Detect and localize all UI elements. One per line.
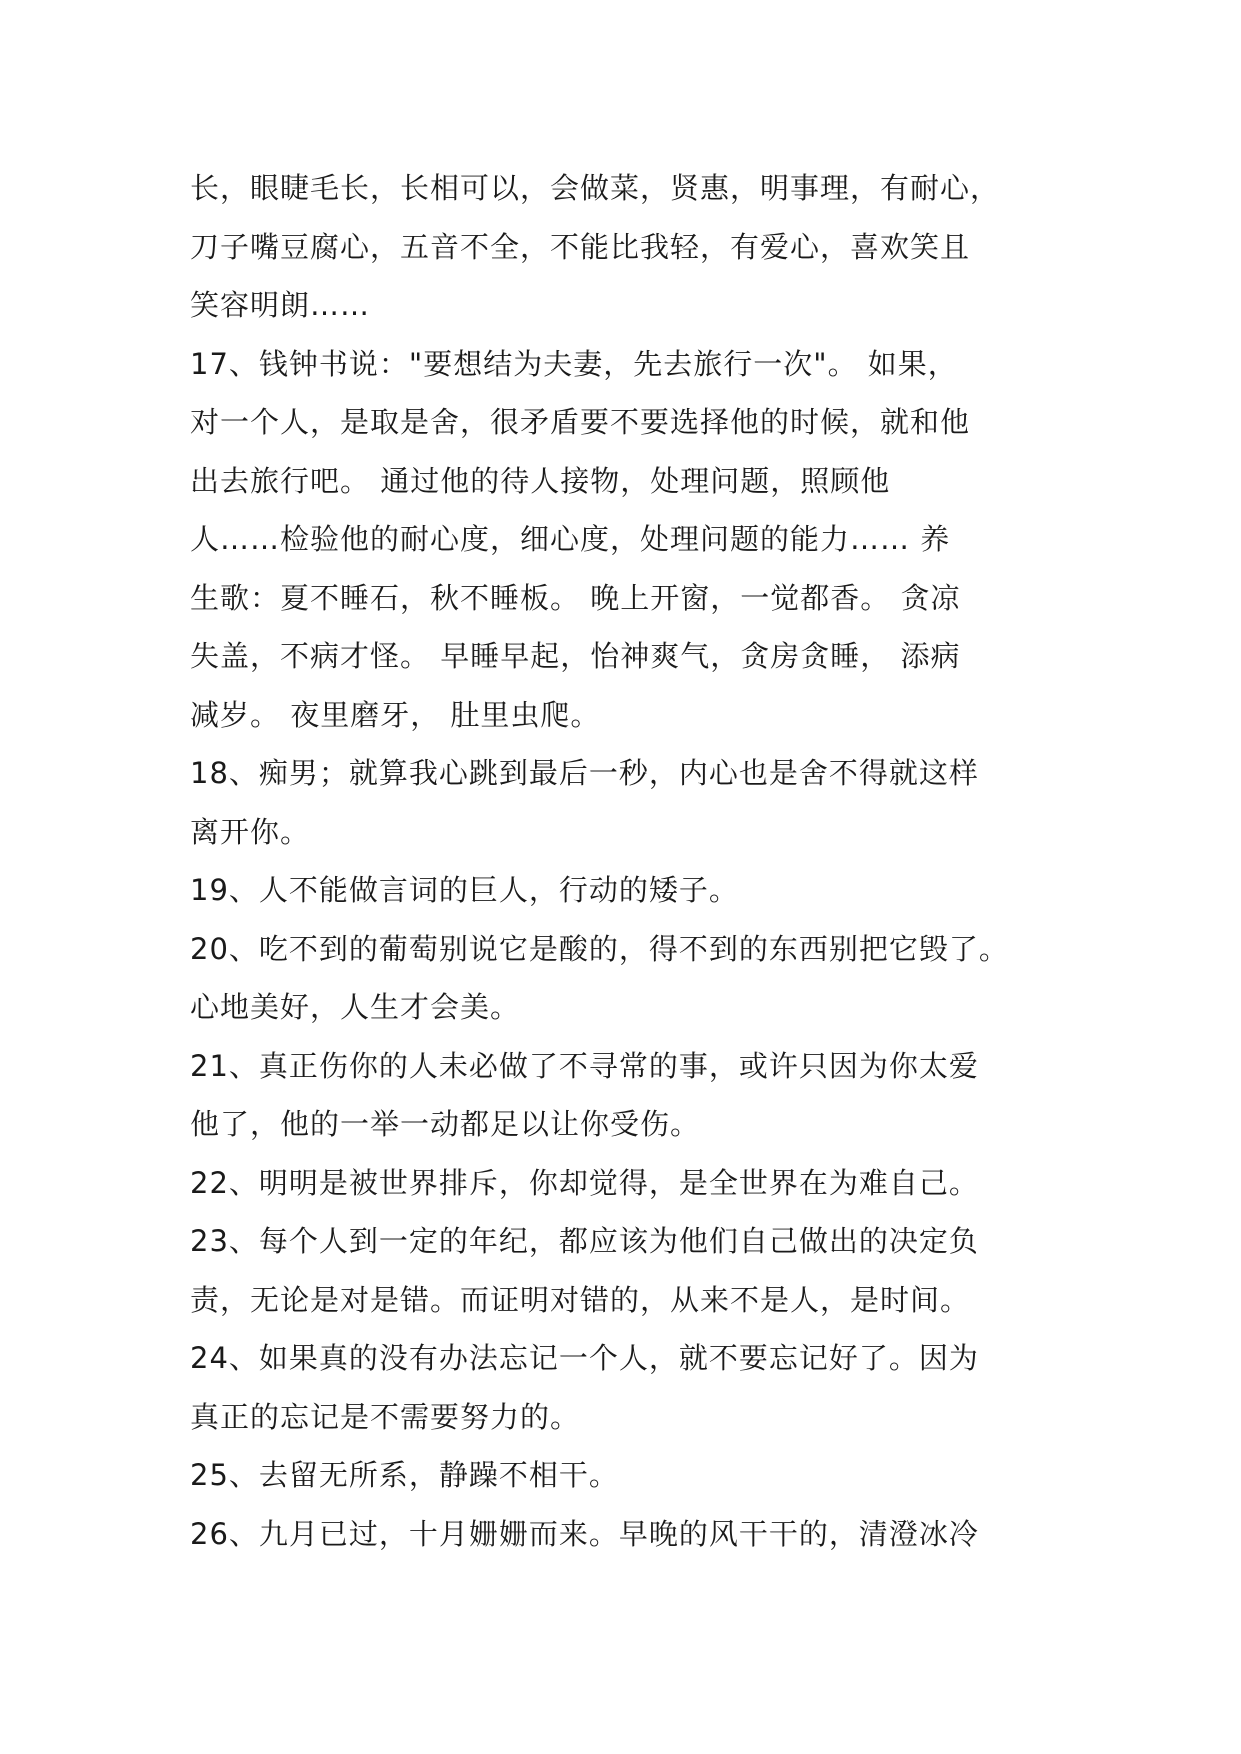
text-line: 真正的忘记是不需要努力的。	[190, 1399, 581, 1434]
document-body	[190, 159, 1070, 1563]
text-line: 21、真正伤你的人未必做了不寻常的事，或许只因为你太爱	[190, 1048, 979, 1083]
text-line: 生歌：夏不睡石，秋不睡板。 晚上开窗，一觉都香。 贪凉	[190, 580, 961, 615]
text-line: 19、人不能做言词的巨人，行动的矮子。	[190, 873, 739, 907]
text-line: 17、钱钟书说："要想结为夫妻，先去旅行一次"。 如果，	[190, 346, 958, 381]
text-line: 20、吃不到的葡萄别说它是酸的，得不到的东西别把它毁了。	[190, 931, 1009, 966]
text-line: 减岁。 夜里磨牙， 肚里虫爬。	[190, 697, 601, 732]
text-line: 26、九月已过，十月姗姗而来。早晚的风干干的，清澄冰冷	[190, 1516, 979, 1551]
text-line: 他了，他的一举一动都足以让你受伤。	[190, 1107, 701, 1141]
text-line: 25、去留无所系，静躁不相干。	[190, 1458, 619, 1492]
text-line: 笑容明朗……	[190, 288, 371, 322]
text-line: 刀子嘴豆腐心，五音不全，不能比我轻，有爱心，喜欢笑且	[190, 229, 971, 264]
text-line: 18、痴男；就算我心跳到最后一秒，内心也是舍不得就这样	[190, 756, 979, 790]
text-line: 责，无论是对是错。而证明对错的，从来不是人，是时间。	[190, 1282, 971, 1317]
text-line: 22、明明是被世界排斥，你却觉得，是全世界在为难自己。	[190, 1165, 979, 1200]
text-line: 对一个人，是取是舍，很矛盾要不要选择他的时候，就和他	[190, 405, 971, 439]
text-line: 出去旅行吧。 通过他的待人接物，处理问题，照顾他	[190, 463, 891, 498]
text-line: 长，眼睫毛长，长相可以，会做菜，贤惠，明事理，有耐心，	[190, 171, 1001, 205]
text-line: 失盖，不病才怪。 早睡早起，怡神爽气，贪房贪睡， 添病	[190, 639, 961, 673]
text-line: 24、如果真的没有办法忘记一个人，就不要忘记好了。因为	[190, 1341, 979, 1375]
text-line: 23、每个人到一定的年纪，都应该为他们自己做出的决定负	[190, 1224, 979, 1258]
text-line: 离开你。	[190, 814, 311, 849]
text-line: 心地美好，人生才会美。	[190, 990, 521, 1024]
text-line: 人……检验他的耐心度，细心度，处理问题的能力…… 养	[190, 522, 951, 556]
